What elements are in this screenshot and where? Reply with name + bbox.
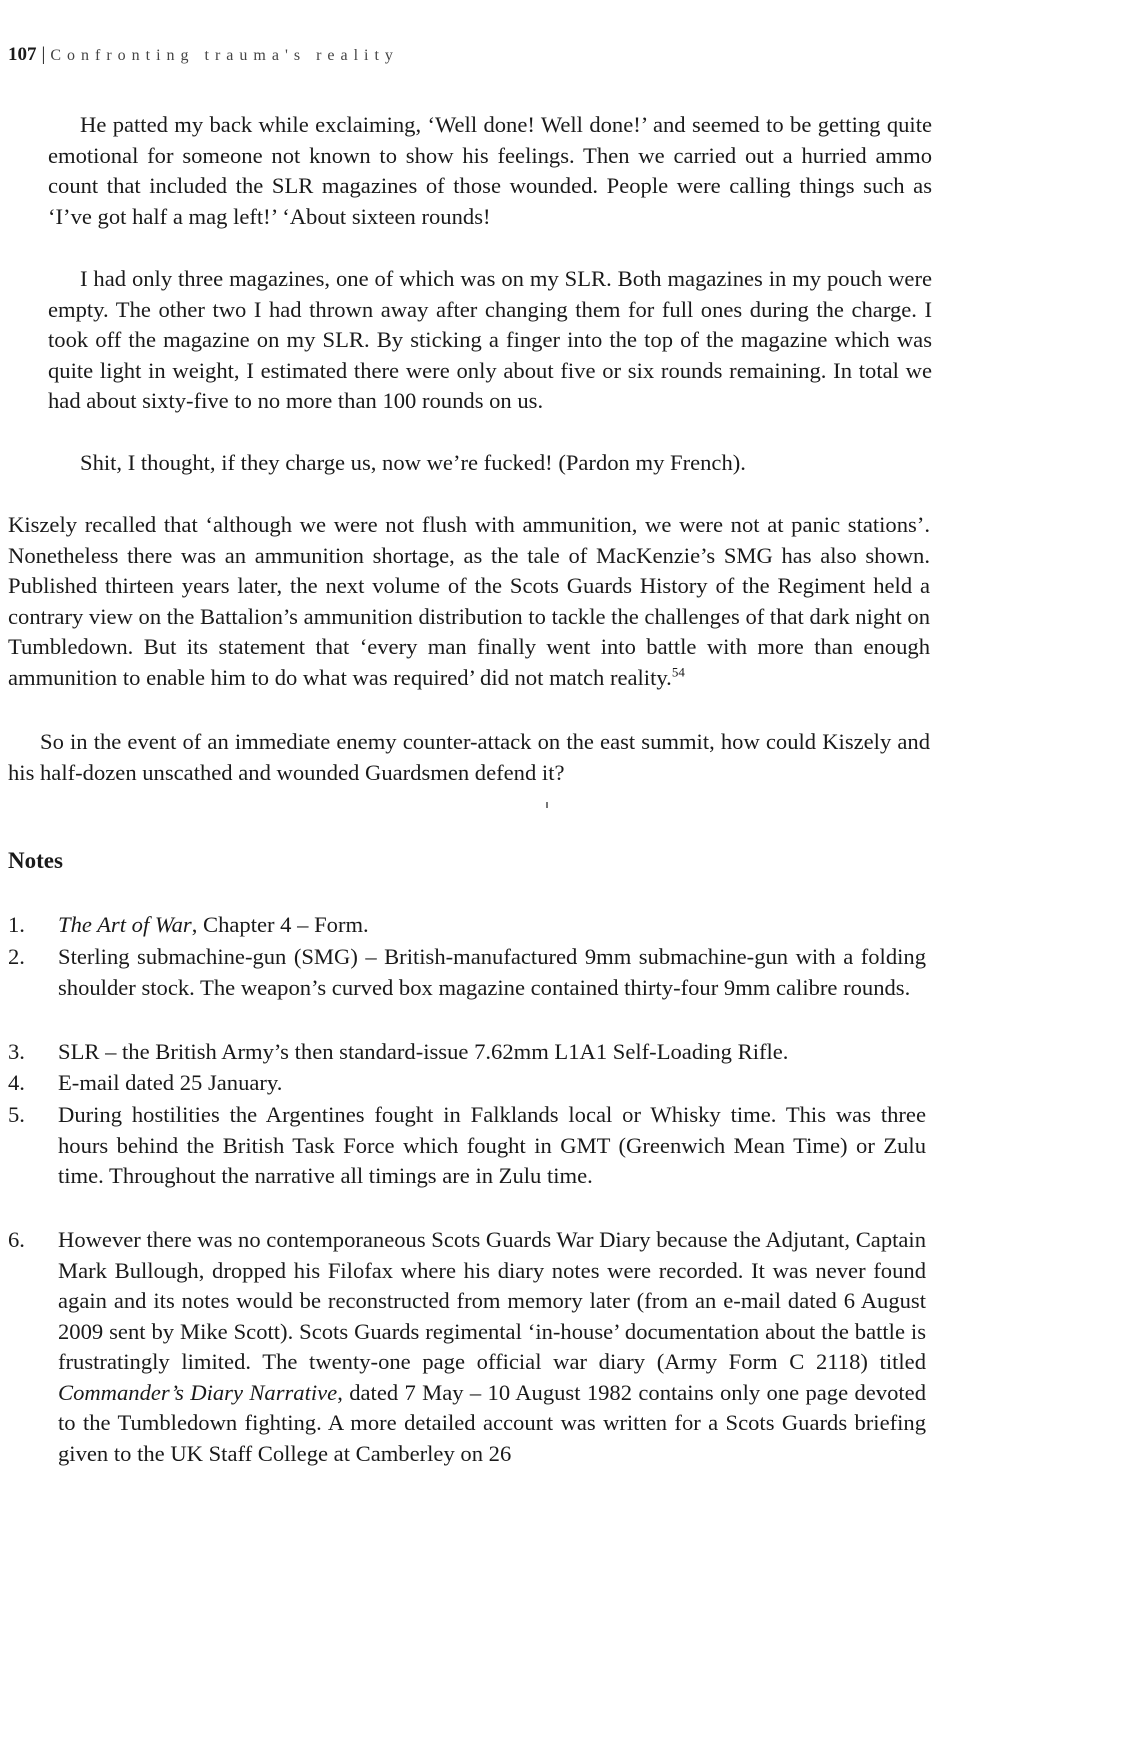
stray-mark <box>546 802 548 808</box>
note-3 <box>8 1037 926 1068</box>
body-paragraph-1 <box>8 510 930 693</box>
note-text: During hostilities the Argentines fought in Falklands local or Whisky time. This was three hours behind the British Task Force which fought in GMT (Greenwich Mean Time) or Zulu time. Throughout the narrative all timings are in Zulu time. <box>58 1102 926 1188</box>
note-title-italic: The Art of War <box>58 912 192 937</box>
page-number: 107 <box>8 44 37 65</box>
note-text: Sterling submachine-gun (SMG) – British-manufactured 9mm submachine-gun with a folding shoulder stock. The weapon’s curved box magazine contained thirty-four 9mm calibre rounds. <box>58 944 926 1000</box>
quote-paragraph-1: He patted my back while exclaiming, ‘Well done! Well done!’ and seemed to be getting quite emotional for someone not known to show his feelings. Then we carried out a hurried ammo count that included the SLR magazines of those wounded. People were calling things such as ‘I’ve got half a mag left!’ ‘About sixteen rounds! <box>48 112 932 229</box>
note-6 <box>8 1225 926 1469</box>
note-number: 1. <box>8 912 25 937</box>
note-text-a: However there was no contemporaneous Scots Guards War Diary because the Adjutant, Captain Mark Bullough, dropped his Filofax where his diary notes were recorded. It was never found again and its notes would be reconstructed from memory later (from an e-mail dated 6 August 2009 sent by Mike Scott). Scots Guards regimental ‘in-house’ documentation about the battle is frustratingly limited. The twenty-one page official war diary (Army Form C 2118) titled <box>58 1227 926 1374</box>
note-number: 6. <box>8 1227 25 1252</box>
note-text: , Chapter 4 – Form. <box>191 912 369 937</box>
body-paragraph-2: So in the event of an immediate enemy counter-attack on the east summit, how could Kiszely and his half-dozen unscathed and wounded Guardsmen defend it? <box>8 729 930 785</box>
note-number: 5. <box>8 1102 25 1127</box>
quote-paragraph-3: Shit, I thought, if they charge us, now we’re fucked! (Pardon my French). <box>80 450 746 475</box>
note-title-italic: Commander’s Diary Narrative <box>58 1379 338 1405</box>
note-1 <box>8 910 926 941</box>
quote-paragraph-2: I had only three magazines, one of which was on my SLR. Both magazines in my pouch were empty. The other two I had thrown away after changing them for full ones during the charge. I took off the magazine on my SLR. By sticking a finger into the top of the magazine which was quite light in weight, I estimated there were only about five or six rounds remaining. In total we had about sixty-five to no more than 100 rounds on us. <box>48 266 932 413</box>
footnote-ref-54: 54 <box>671 663 685 679</box>
body-paragraph-1-text: Kiszely recalled that ‘although we were not flush with ammunition, we were not at panic stations’. Nonetheless there was an ammunition shortage, as the tale of MacKenzie’s SMG has also shown. Published thirteen years later, the next volume of the Scots Guards History of the Regiment held a contrary view on the Battalion’s ammunition distribution to tackle the challenges of that dark night on Tumbledown. But its statement that ‘every man finally went into battle with more than enough ammunition to enable him to do what was required’ did not match reality. <box>8 512 930 690</box>
header-separator: | <box>41 44 46 65</box>
note-4 <box>8 1068 926 1099</box>
note-number: 3. <box>8 1039 25 1064</box>
note-text-b: , dated 7 May – 10 August 1982 contains only one page devoted to the Tumbledown fighting. A more detailed account was written for a Scots Guards briefing given to the UK Staff College at Camberley on 26 <box>58 1379 926 1466</box>
note-number: 2. <box>8 944 25 969</box>
note-text: SLR – the British Army’s then standard-issue 7.62mm L1A1 Self-Loading Rifle. <box>58 1039 789 1064</box>
note-number: 4. <box>8 1070 25 1095</box>
running-title: Confronting trauma's reality <box>50 47 399 64</box>
note-text: E-mail dated 25 January. <box>58 1070 283 1095</box>
running-header <box>8 44 399 66</box>
notes-heading: Notes <box>8 848 63 873</box>
note-2 <box>8 942 926 1003</box>
note-5 <box>8 1100 926 1192</box>
